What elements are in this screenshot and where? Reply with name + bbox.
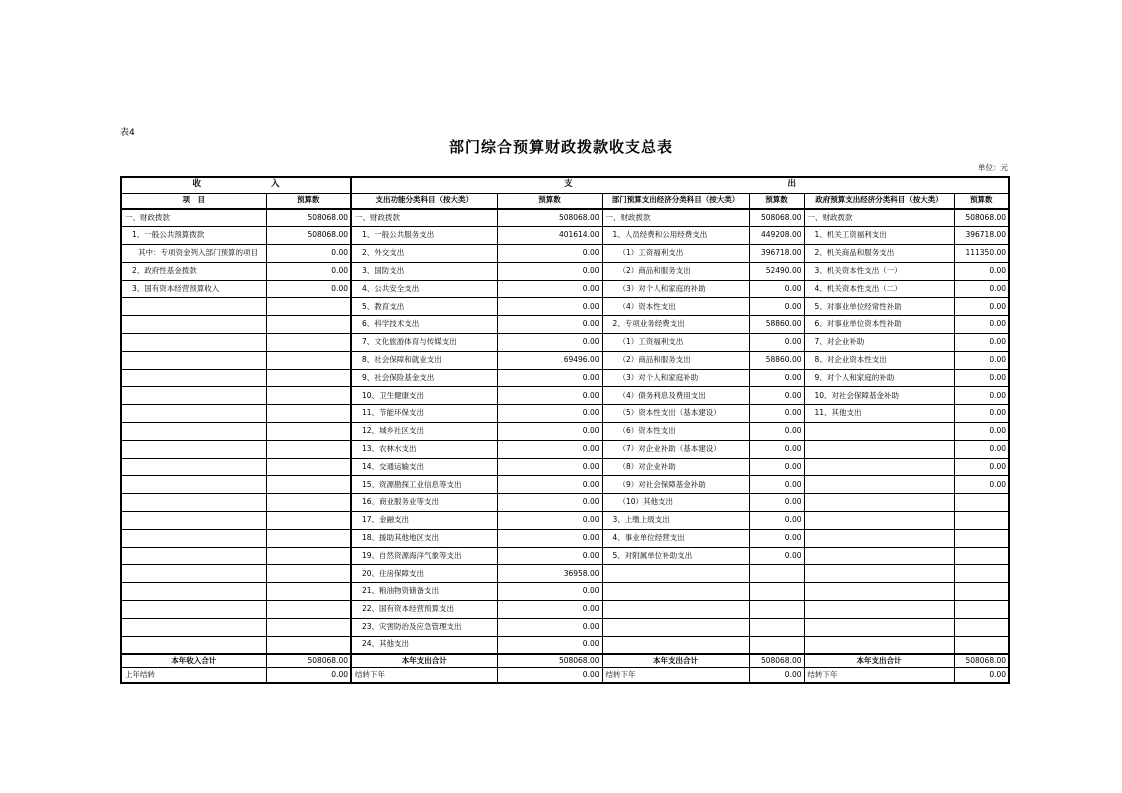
- item-cell: [121, 583, 266, 601]
- amount-cell: 0.00: [749, 369, 804, 387]
- section-header-char: 收: [192, 179, 201, 190]
- item-cell: 一、财政拨款: [121, 209, 266, 227]
- amount-cell: [954, 618, 1009, 636]
- total-label-cell: 本年支出合计: [351, 654, 497, 668]
- item-cell: （9）对社会保障基金补助: [602, 476, 749, 494]
- item-cell: 10、卫生健康支出: [351, 387, 497, 405]
- item-cell: [121, 351, 266, 369]
- carry-amount-cell: 0.00: [954, 668, 1009, 683]
- item-cell: [121, 458, 266, 476]
- amount-cell: [266, 387, 351, 405]
- amount-cell: 0.00: [749, 280, 804, 298]
- table-row: [121, 583, 1009, 601]
- item-cell: 8、社会保障和就业支出: [351, 351, 497, 369]
- item-cell: [121, 618, 266, 636]
- table-row: [121, 405, 1009, 423]
- item-cell: 18、援助其他地区支出: [351, 529, 497, 547]
- item-cell: [804, 458, 954, 476]
- column-header-item: 项 目: [121, 193, 266, 209]
- amount-cell: 0.00: [497, 423, 602, 441]
- amount-cell: 0.00: [954, 334, 1009, 352]
- amount-cell: [266, 512, 351, 530]
- column-header-budget: 预算数: [749, 193, 804, 209]
- table-row: [121, 423, 1009, 441]
- amount-cell: 0.00: [497, 405, 602, 423]
- table-header: [121, 177, 1009, 209]
- item-cell: 2、政府性基金拨款: [121, 262, 266, 280]
- table-row: [121, 334, 1009, 352]
- amount-cell: [954, 494, 1009, 512]
- item-cell: （4）债务利息及费用支出: [602, 387, 749, 405]
- item-cell: （1）工资福利支出: [602, 245, 749, 263]
- table-row: [121, 565, 1009, 583]
- total-label-cell: 本年支出合计: [602, 654, 749, 668]
- table-tag: 表4: [120, 128, 135, 138]
- item-cell: [804, 565, 954, 583]
- column-header-gov-econ-class: 政府预算支出经济分类科目（按大类）: [804, 193, 954, 209]
- amount-cell: 0.00: [497, 245, 602, 263]
- amount-cell: [749, 601, 804, 619]
- amount-cell: 508068.00: [266, 209, 351, 227]
- table-row: [121, 512, 1009, 530]
- amount-cell: 508068.00: [266, 227, 351, 245]
- amount-cell: 0.00: [497, 547, 602, 565]
- column-header-budget: 预算数: [954, 193, 1009, 209]
- item-cell: （4）资本性支出: [602, 298, 749, 316]
- item-cell: 2、机关商品和服务支出: [804, 245, 954, 263]
- item-cell: [804, 529, 954, 547]
- amount-cell: [266, 369, 351, 387]
- item-cell: [804, 423, 954, 441]
- item-cell: 5、教育支出: [351, 298, 497, 316]
- column-header-budget: 预算数: [266, 193, 351, 209]
- amount-cell: 0.00: [749, 440, 804, 458]
- amount-cell: [749, 583, 804, 601]
- amount-cell: 0.00: [749, 529, 804, 547]
- item-cell: [121, 476, 266, 494]
- amount-cell: 0.00: [954, 351, 1009, 369]
- amount-cell: 0.00: [497, 369, 602, 387]
- carry-label-cell: 上年结转: [121, 668, 266, 683]
- amount-cell: 396718.00: [749, 245, 804, 263]
- amount-cell: [266, 458, 351, 476]
- total-amount-cell: 508068.00: [954, 654, 1009, 668]
- amount-cell: 0.00: [497, 583, 602, 601]
- item-cell: 1、一般公共预算拨款: [121, 227, 266, 245]
- item-cell: [602, 601, 749, 619]
- amount-cell: 508068.00: [497, 209, 602, 227]
- item-cell: （2）商品和服务支出: [602, 262, 749, 280]
- table-row: [121, 298, 1009, 316]
- amount-cell: [266, 618, 351, 636]
- carry-label-cell: 结转下年: [602, 668, 749, 683]
- item-cell: 2、专项业务经费支出: [602, 316, 749, 334]
- item-cell: （6）资本性支出: [602, 423, 749, 441]
- item-cell: 2、外交支出: [351, 245, 497, 263]
- item-cell: （3）对个人和家庭补助: [602, 369, 749, 387]
- item-cell: 10、对社会保障基金补助: [804, 387, 954, 405]
- amount-cell: [266, 351, 351, 369]
- total-label-cell: 本年收入合计: [121, 654, 266, 668]
- amount-cell: [954, 512, 1009, 530]
- item-cell: [804, 636, 954, 654]
- amount-cell: 36958.00: [497, 565, 602, 583]
- amount-cell: [266, 565, 351, 583]
- amount-cell: 0.00: [954, 280, 1009, 298]
- column-header-function-class: 支出功能分类科目（按大类）: [351, 193, 497, 209]
- amount-cell: 0.00: [749, 405, 804, 423]
- item-cell: 一、财政拨款: [602, 209, 749, 227]
- amount-cell: 0.00: [266, 262, 351, 280]
- table-row: [121, 476, 1009, 494]
- carry-amount-cell: 0.00: [749, 668, 804, 683]
- amount-cell: 0.00: [749, 476, 804, 494]
- amount-cell: 0.00: [497, 316, 602, 334]
- amount-cell: 0.00: [749, 423, 804, 441]
- item-cell: 14、交通运输支出: [351, 458, 497, 476]
- item-cell: 24、其他支出: [351, 636, 497, 654]
- amount-cell: 0.00: [749, 547, 804, 565]
- income-section-header: [121, 177, 351, 193]
- amount-cell: [266, 601, 351, 619]
- item-cell: 3、国防支出: [351, 262, 497, 280]
- table-row: [121, 601, 1009, 619]
- item-cell: 1、人员经费和公用经费支出: [602, 227, 749, 245]
- amount-cell: 0.00: [749, 512, 804, 530]
- item-cell: 5、对事业单位经常性补助: [804, 298, 954, 316]
- item-cell: [804, 440, 954, 458]
- table-row: [121, 209, 1009, 227]
- amount-cell: [266, 334, 351, 352]
- amount-cell: [266, 583, 351, 601]
- item-cell: 17、金融支出: [351, 512, 497, 530]
- total-amount-cell: 508068.00: [266, 654, 351, 668]
- amount-cell: 0.00: [497, 458, 602, 476]
- item-cell: 19、自然资源海洋气象等支出: [351, 547, 497, 565]
- carry-amount-cell: 0.00: [266, 668, 351, 683]
- item-cell: [121, 334, 266, 352]
- item-cell: [121, 547, 266, 565]
- item-cell: [121, 298, 266, 316]
- amount-cell: 508068.00: [749, 209, 804, 227]
- item-cell: [804, 583, 954, 601]
- column-header-dept-econ-class: 部门预算支出经济分类科目（按大类）: [602, 193, 749, 209]
- amount-cell: 0.00: [954, 440, 1009, 458]
- item-cell: 一、财政拨款: [804, 209, 954, 227]
- item-cell: 7、文化旅游体育与传媒支出: [351, 334, 497, 352]
- amount-cell: [749, 636, 804, 654]
- item-cell: 3、上缴上级支出: [602, 512, 749, 530]
- amount-cell: 0.00: [497, 298, 602, 316]
- item-cell: [121, 423, 266, 441]
- amount-cell: 0.00: [497, 529, 602, 547]
- amount-cell: 401614.00: [497, 227, 602, 245]
- total-amount-cell: 508068.00: [749, 654, 804, 668]
- amount-cell: [266, 405, 351, 423]
- section-header-row: [121, 177, 1009, 193]
- amount-cell: 69496.00: [497, 351, 602, 369]
- unit-label: 单位：元: [978, 163, 1008, 172]
- item-cell: 15、资源勘探工业信息等支出: [351, 476, 497, 494]
- amount-cell: [266, 529, 351, 547]
- budget-table: [120, 176, 1010, 684]
- page-title: 部门综合预算财政拨款收支总表: [448, 138, 673, 156]
- amount-cell: 0.00: [954, 298, 1009, 316]
- amount-cell: [266, 476, 351, 494]
- item-cell: [121, 636, 266, 654]
- item-cell: 22、国有资本经营预算支出: [351, 601, 497, 619]
- totals-row: [121, 654, 1009, 668]
- item-cell: 1、一般公共服务支出: [351, 227, 497, 245]
- table-row: [121, 387, 1009, 405]
- amount-cell: 0.00: [497, 636, 602, 654]
- section-header-char: 出: [787, 179, 797, 190]
- item-cell: 3、国有资本经营预算收入: [121, 280, 266, 298]
- amount-cell: 0.00: [954, 476, 1009, 494]
- amount-cell: 0.00: [497, 512, 602, 530]
- item-cell: （1）工资福利支出: [602, 334, 749, 352]
- item-cell: 21、粮油物资储备支出: [351, 583, 497, 601]
- amount-cell: [954, 565, 1009, 583]
- amount-cell: [749, 565, 804, 583]
- item-cell: [602, 618, 749, 636]
- amount-cell: 52490.00: [749, 262, 804, 280]
- amount-cell: 396718.00: [954, 227, 1009, 245]
- amount-cell: 0.00: [497, 440, 602, 458]
- item-cell: （10）其他支出: [602, 494, 749, 512]
- item-cell: （7）对企业补助（基本建设）: [602, 440, 749, 458]
- amount-cell: 0.00: [954, 387, 1009, 405]
- table-row: [121, 458, 1009, 476]
- carry-label-cell: 结转下年: [351, 668, 497, 683]
- amount-cell: 0.00: [954, 369, 1009, 387]
- amount-cell: 0.00: [497, 618, 602, 636]
- item-cell: 16、商业服务业等支出: [351, 494, 497, 512]
- table-body: [121, 209, 1009, 654]
- item-cell: 一、财政拨款: [351, 209, 497, 227]
- item-cell: 13、农林水支出: [351, 440, 497, 458]
- item-cell: 6、对事业单位资本性补助: [804, 316, 954, 334]
- table-row: [121, 636, 1009, 654]
- amount-cell: 0.00: [497, 476, 602, 494]
- item-cell: [121, 405, 266, 423]
- item-cell: 4、事业单位经营支出: [602, 529, 749, 547]
- item-cell: [121, 387, 266, 405]
- total-label-cell: 本年支出合计: [804, 654, 954, 668]
- item-cell: 6、科学技术支出: [351, 316, 497, 334]
- amount-cell: [266, 440, 351, 458]
- item-cell: [804, 494, 954, 512]
- item-cell: [121, 440, 266, 458]
- carry-amount-cell: 0.00: [497, 668, 602, 683]
- item-cell: [121, 512, 266, 530]
- item-cell: 4、机关资本性支出（二）: [804, 280, 954, 298]
- item-cell: （5）资本性支出（基本建设）: [602, 405, 749, 423]
- item-cell: [602, 636, 749, 654]
- amount-cell: 0.00: [954, 405, 1009, 423]
- item-cell: 其中：专项资金列入部门预算的项目: [121, 245, 266, 263]
- item-cell: [121, 369, 266, 387]
- amount-cell: [266, 423, 351, 441]
- amount-cell: 0.00: [954, 423, 1009, 441]
- item-cell: [602, 583, 749, 601]
- item-cell: （2）商品和服务支出: [602, 351, 749, 369]
- item-cell: 7、对企业补助: [804, 334, 954, 352]
- amount-cell: [749, 618, 804, 636]
- table-row: [121, 227, 1009, 245]
- amount-cell: 0.00: [749, 494, 804, 512]
- amount-cell: 58860.00: [749, 316, 804, 334]
- expenditure-section-header: [351, 177, 1009, 193]
- amount-cell: 0.00: [497, 387, 602, 405]
- table-footer: [121, 654, 1009, 683]
- amount-cell: [954, 547, 1009, 565]
- amount-cell: 0.00: [497, 601, 602, 619]
- table-row: [121, 618, 1009, 636]
- carry-label-cell: 结转下年: [804, 668, 954, 683]
- item-cell: 3、机关资本性支出（一）: [804, 262, 954, 280]
- amount-cell: 0.00: [497, 494, 602, 512]
- item-cell: 4、公共安全支出: [351, 280, 497, 298]
- amount-cell: 0.00: [749, 298, 804, 316]
- amount-cell: 0.00: [749, 334, 804, 352]
- amount-cell: 0.00: [749, 387, 804, 405]
- item-cell: [804, 476, 954, 494]
- item-cell: 20、住房保障支出: [351, 565, 497, 583]
- total-amount-cell: 508068.00: [497, 654, 602, 668]
- amount-cell: 0.00: [497, 280, 602, 298]
- table-row: [121, 262, 1009, 280]
- amount-cell: 0.00: [749, 458, 804, 476]
- item-cell: 11、节能环保支出: [351, 405, 497, 423]
- table-row: [121, 351, 1009, 369]
- table-row: [121, 547, 1009, 565]
- amount-cell: 508068.00: [954, 209, 1009, 227]
- item-cell: 1、机关工资福利支出: [804, 227, 954, 245]
- item-cell: [121, 601, 266, 619]
- amount-cell: 0.00: [266, 245, 351, 263]
- table-row: [121, 316, 1009, 334]
- section-header-char: 支: [564, 179, 573, 190]
- item-cell: [804, 618, 954, 636]
- item-cell: 9、社会保险基金支出: [351, 369, 497, 387]
- item-cell: 23、灾害防治及应急管理支出: [351, 618, 497, 636]
- item-cell: 12、城乡社区支出: [351, 423, 497, 441]
- item-cell: [804, 512, 954, 530]
- item-cell: （8）对企业补助: [602, 458, 749, 476]
- section-header-char: 入: [271, 179, 280, 190]
- amount-cell: 0.00: [497, 334, 602, 352]
- amount-cell: [266, 298, 351, 316]
- amount-cell: 58860.00: [749, 351, 804, 369]
- item-cell: [602, 565, 749, 583]
- column-header-budget: 预算数: [497, 193, 602, 209]
- amount-cell: [266, 636, 351, 654]
- item-cell: （3）对个人和家庭的补助: [602, 280, 749, 298]
- amount-cell: [266, 547, 351, 565]
- item-cell: 11、其他支出: [804, 405, 954, 423]
- table-row: [121, 494, 1009, 512]
- item-cell: [804, 601, 954, 619]
- amount-cell: [954, 601, 1009, 619]
- amount-cell: 0.00: [954, 458, 1009, 476]
- table-row: [121, 369, 1009, 387]
- amount-cell: [954, 529, 1009, 547]
- table-row: [121, 280, 1009, 298]
- item-cell: [121, 316, 266, 334]
- table-row: [121, 529, 1009, 547]
- amount-cell: 0.00: [954, 262, 1009, 280]
- item-cell: 8、对企业资本性支出: [804, 351, 954, 369]
- amount-cell: 0.00: [954, 316, 1009, 334]
- item-cell: [804, 547, 954, 565]
- amount-cell: 111350.00: [954, 245, 1009, 263]
- column-header-row: [121, 193, 1009, 209]
- table-row: [121, 245, 1009, 263]
- amount-cell: [954, 583, 1009, 601]
- item-cell: 5、对附属单位补助支出: [602, 547, 749, 565]
- item-cell: [121, 494, 266, 512]
- item-cell: 9、对个人和家庭的补助: [804, 369, 954, 387]
- carryover-row: [121, 668, 1009, 683]
- item-cell: [121, 529, 266, 547]
- amount-cell: 0.00: [266, 280, 351, 298]
- table-row: [121, 440, 1009, 458]
- amount-cell: 449208.00: [749, 227, 804, 245]
- item-cell: [121, 565, 266, 583]
- amount-cell: [954, 636, 1009, 654]
- amount-cell: [266, 494, 351, 512]
- amount-cell: 0.00: [497, 262, 602, 280]
- amount-cell: [266, 316, 351, 334]
